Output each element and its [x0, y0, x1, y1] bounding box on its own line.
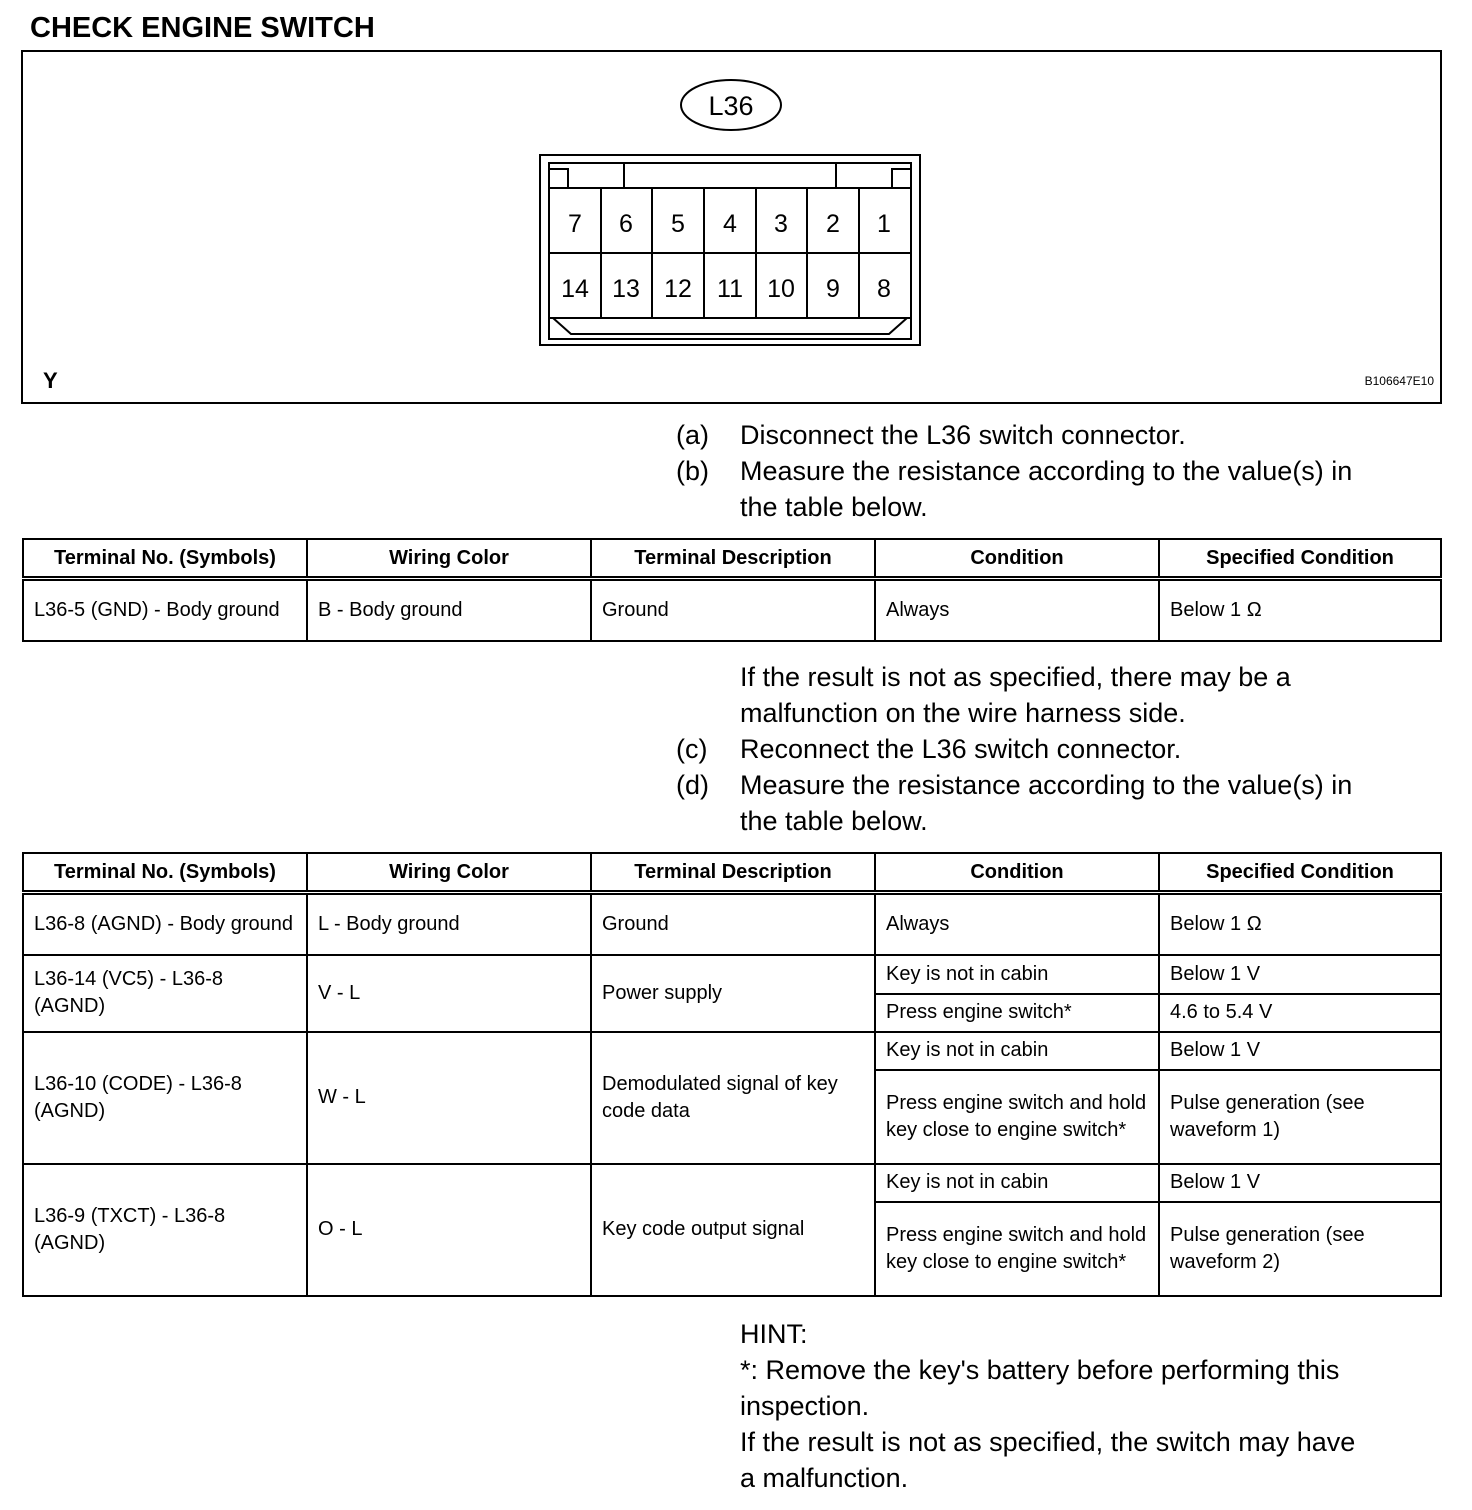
cell-specified: 4.6 to 5.4 V — [1159, 994, 1441, 1032]
header-terminal: Terminal No. (Symbols) — [23, 853, 307, 893]
pin-11: 11 — [717, 275, 743, 303]
cell-condition: Key is not in cabin — [875, 1032, 1159, 1070]
connector-housing — [540, 155, 920, 345]
cell-specified: Below 1 V — [1159, 955, 1441, 994]
hint-heading: HINT: — [740, 1319, 808, 1349]
connector-inner — [549, 163, 911, 339]
figure-view-letter: Y — [43, 368, 58, 393]
connector-top-latch — [624, 163, 836, 188]
pin-13: 13 — [612, 275, 640, 303]
connector-figure — [21, 50, 1442, 404]
pin-8: 8 — [877, 275, 891, 303]
step-d-label: (d) — [676, 770, 709, 800]
cell-description: Demodulated signal of key code data — [591, 1032, 875, 1164]
cell-specified: Below 1 Ω — [1159, 893, 1441, 955]
step-a-label: (a) — [676, 420, 709, 450]
cell-wiring-color: B - Body ground — [307, 579, 591, 641]
pin-6: 6 — [619, 210, 633, 238]
pin-10: 10 — [767, 275, 795, 303]
step-d — [676, 767, 1456, 839]
note-line1: If the result is not as specified, there may be a — [740, 662, 1291, 692]
page-title: CHECK ENGINE SWITCH — [30, 12, 375, 44]
step-d-line1: Measure the resistance according to the value(s) in — [740, 770, 1353, 800]
step-b-label: (b) — [676, 456, 709, 486]
connector-bottom-chamfer — [553, 318, 907, 334]
cell-specified: Pulse generation (see waveform 1) — [1159, 1070, 1441, 1164]
header-specified-condition: Specified Condition — [1159, 853, 1441, 893]
pin-1: 1 — [877, 210, 891, 238]
cell-condition: Key is not in cabin — [875, 1164, 1159, 1202]
header-terminal-description: Terminal Description — [591, 539, 875, 579]
cell-specified: Below 1 V — [1159, 1164, 1441, 1202]
table-row — [23, 1164, 1441, 1202]
pin-2: 2 — [826, 210, 840, 238]
hint-block — [740, 1316, 1450, 1496]
cell-wiring-color: W - L — [307, 1032, 591, 1164]
cell-condition: Press engine switch and hold key close to engine switch* — [875, 1202, 1159, 1296]
step-c-label: (c) — [676, 734, 708, 764]
cell-condition: Always — [875, 893, 1159, 955]
hint-line4: a malfunction. — [740, 1463, 909, 1493]
step-b-line1: Measure the resistance according to the value(s) in — [740, 456, 1353, 486]
header-specified-condition: Specified Condition — [1159, 539, 1441, 579]
pin-5: 5 — [671, 210, 685, 238]
header-condition: Condition — [875, 539, 1159, 579]
note-line2: malfunction on the wire harness side. — [740, 698, 1186, 728]
cell-specified: Below 1 Ω — [1159, 579, 1441, 641]
figure-reference-code: B106647E10 — [1364, 374, 1434, 388]
cell-wiring-color: V - L — [307, 955, 591, 1032]
pin-9: 9 — [826, 275, 840, 303]
pin-3: 3 — [774, 210, 788, 238]
connector-diagram — [23, 52, 1440, 402]
cell-description: Power supply — [591, 955, 875, 1032]
step-a — [676, 417, 1456, 453]
table-row — [23, 579, 1441, 641]
pin-12: 12 — [664, 275, 692, 303]
header-condition: Condition — [875, 853, 1159, 893]
cell-terminal: L36-8 (AGND) - Body ground — [23, 893, 307, 955]
cell-terminal: L36-10 (CODE) - L36-8 (AGND) — [23, 1032, 307, 1164]
table-row — [23, 955, 1441, 994]
step-c-text: Reconnect the L36 switch connector. — [740, 734, 1182, 764]
header-terminal-description: Terminal Description — [591, 853, 875, 893]
pin-7: 7 — [568, 210, 582, 238]
cell-terminal: L36-5 (GND) - Body ground — [23, 579, 307, 641]
table-row — [23, 893, 1441, 955]
note-wire-harness — [740, 659, 1450, 731]
step-b — [676, 453, 1456, 525]
resistance-table-2 — [22, 852, 1442, 1297]
resistance-table-1 — [22, 538, 1442, 642]
hint-line2: inspection. — [740, 1391, 870, 1421]
table-row — [23, 1032, 1441, 1070]
pin-14: 14 — [561, 275, 589, 303]
cell-terminal: L36-14 (VC5) - L36-8 (AGND) — [23, 955, 307, 1032]
cell-condition: Key is not in cabin — [875, 955, 1159, 994]
hint-line1: *: Remove the key's battery before performing this — [740, 1355, 1340, 1385]
pin-4: 4 — [723, 210, 737, 238]
cell-wiring-color: O - L — [307, 1164, 591, 1296]
cell-condition: Press engine switch* — [875, 994, 1159, 1032]
connector-left-key — [549, 169, 568, 188]
header-terminal: Terminal No. (Symbols) — [23, 539, 307, 579]
cell-condition: Press engine switch and hold key close to engine switch* — [875, 1070, 1159, 1164]
cell-description: Key code output signal — [591, 1164, 875, 1296]
step-d-line2: the table below. — [740, 806, 928, 836]
header-wiring-color: Wiring Color — [307, 853, 591, 893]
step-b-line2: the table below. — [740, 492, 928, 522]
step-a-text: Disconnect the L36 switch connector. — [740, 420, 1186, 450]
connector-label: L36 — [708, 91, 754, 121]
cell-specified: Below 1 V — [1159, 1032, 1441, 1070]
cell-description: Ground — [591, 893, 875, 955]
cell-specified: Pulse generation (see waveform 2) — [1159, 1202, 1441, 1296]
cell-wiring-color: L - Body ground — [307, 893, 591, 955]
header-wiring-color: Wiring Color — [307, 539, 591, 579]
cell-terminal: L36-9 (TXCT) - L36-8 (AGND) — [23, 1164, 307, 1296]
hint-line3: If the result is not as specified, the switch may have — [740, 1427, 1356, 1457]
cell-description: Ground — [591, 579, 875, 641]
cell-condition: Always — [875, 579, 1159, 641]
connector-right-key — [892, 169, 911, 188]
step-c — [676, 731, 1456, 767]
